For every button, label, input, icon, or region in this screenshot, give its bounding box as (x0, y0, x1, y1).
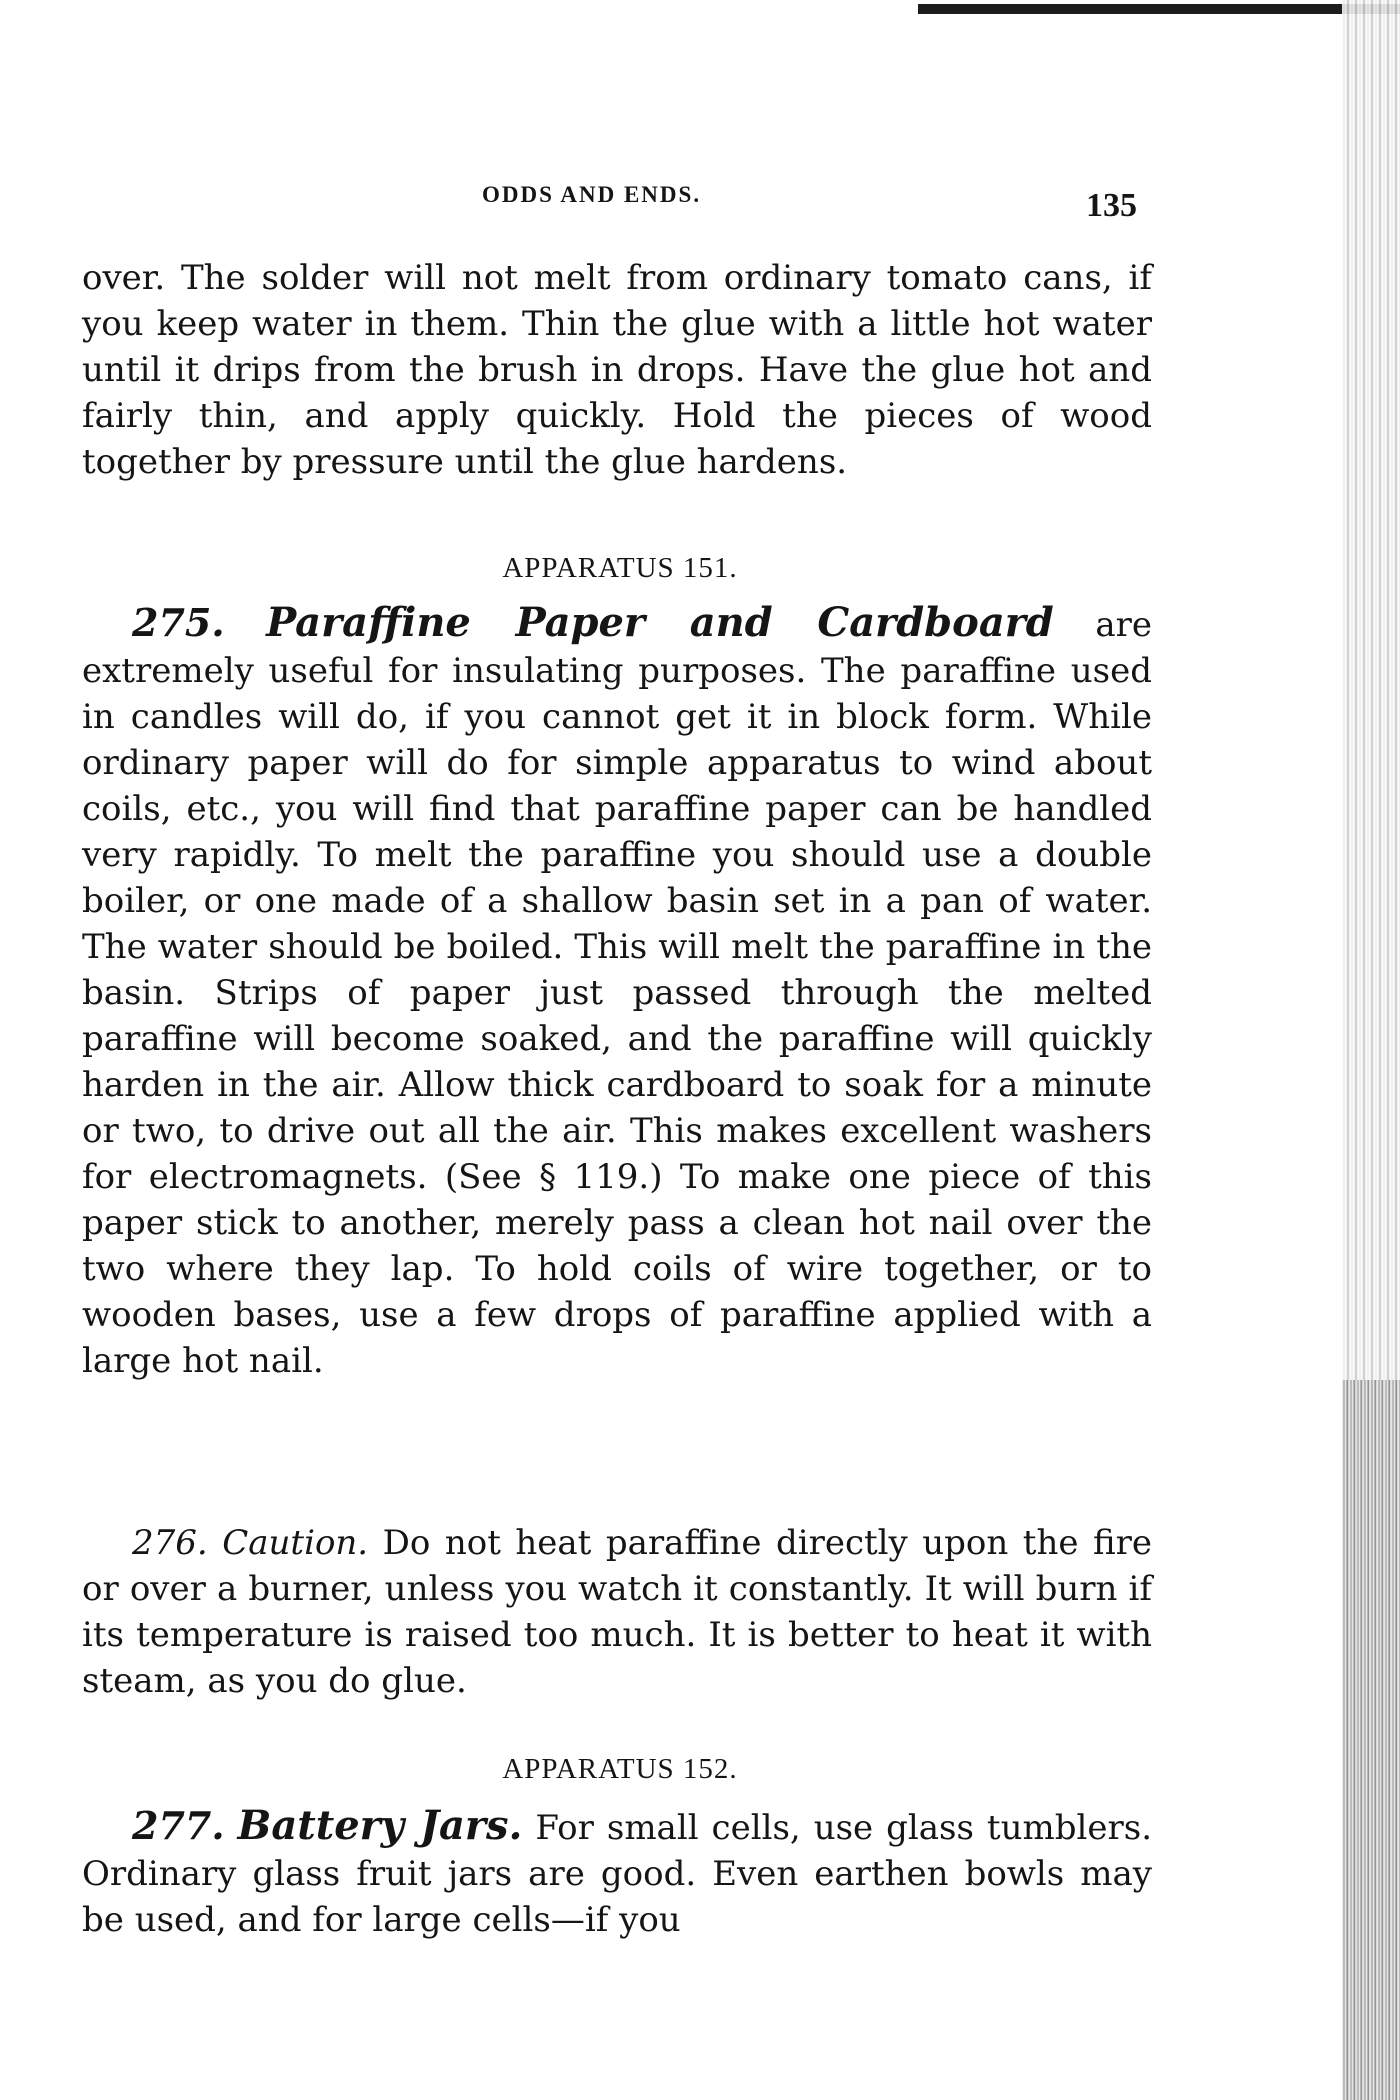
paragraph-276 (82, 1520, 1152, 1710)
paragraph-text: For small cells, use glass tumblers. Ordinary glass fruit jars are good. Even earthen bowls may be used, and for large cells—if you (82, 1808, 1152, 1940)
section-number: 276. (132, 1523, 208, 1563)
section-title: Paraffine Paper and Cardboard (266, 599, 1054, 646)
section-title: Caution. (222, 1523, 369, 1563)
section-heading-apparatus-151: APPARATUS 151. (502, 552, 738, 584)
section-title: Battery Jars. (237, 1802, 523, 1849)
paragraph-continued: over. The solder will not melt from ordinary tomato cans, if you keep water in them. Thin the glue with a little hot water until it drips from the brush in drops. Have the glue hot and fairly thin, and apply quickly. Hold the pieces of wood together by pressure until the glue hardens. (82, 258, 1152, 482)
running-head: ODDS AND ENDS. (482, 182, 702, 207)
section-number: 277. (132, 1803, 225, 1848)
paragraph-text: Do not heat paraffine directly upon the fire or over a burner, unless you watch it constantly. It will burn if its temperature is raised too much. It is better to heat it with steam, as you do glue. (82, 1523, 1153, 1701)
top-rule (918, 4, 1400, 14)
paragraph-277 (82, 1803, 1152, 1993)
section-heading-apparatus-152: APPARATUS 152. (502, 1753, 738, 1785)
paragraph-text: are extremely useful for insulating purposes. The paraffine used in candles will do, if you cannot get it in block form. While ordinary paper will do for simple apparatus to wind about coils, etc., you will find that paraffine paper can be handled very rapidly. To melt the paraffine you should use a double boiler, or one made of a shallow basin set in a pan of water. The water should be boiled. This will melt the paraffine in the basin. Strips of paper just passed through the melted paraffine will become soaked, and the paraffine will quickly harden in the air. Allow thick cardboard to soak for a minute or two, to drive out all the air. This makes excellent washers for electromagnets. (See § 119.) To make one piece of this paper stick to another, merely pass a clean hot nail over the two where they lap. To hold coils of wire together, or to wooden bases, use a few drops of paraffine applied with a large hot nail. (82, 605, 1153, 1381)
paragraph-275 (82, 600, 1152, 1500)
book-page-edge (1342, 0, 1400, 2100)
section-number: 275. (132, 600, 225, 645)
page-number: 135 (1086, 187, 1137, 224)
